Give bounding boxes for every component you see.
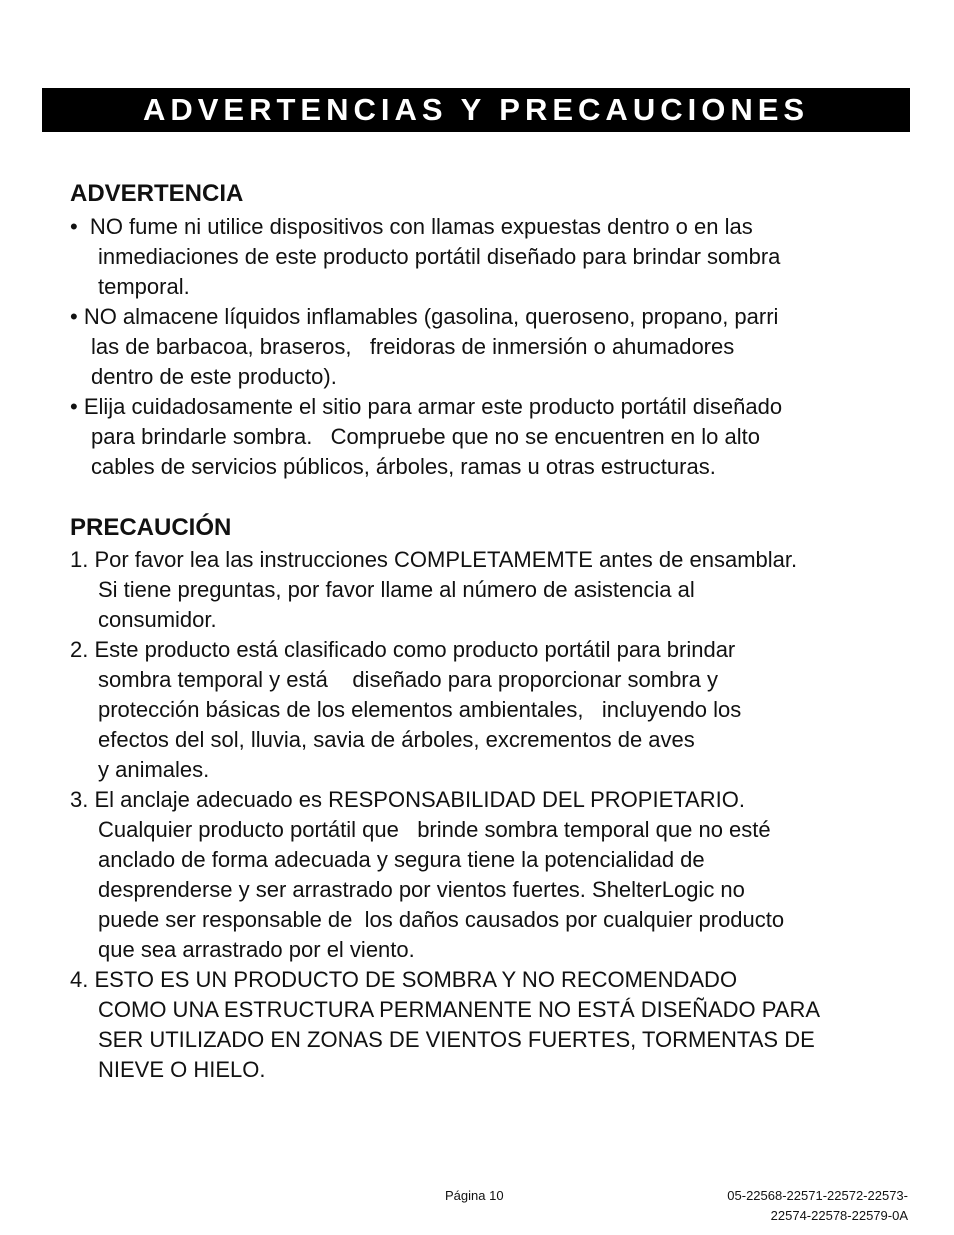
caution-line: consumidor. [98, 607, 217, 632]
caution-line: anclado de forma adecuada y segura tiene la potencialidad de [98, 847, 705, 872]
caution-line: 1. Por favor lea las instrucciones COMPLETAMEMTE antes de ensamblar. [70, 547, 798, 572]
warning-line: dentro de este producto). [91, 364, 337, 389]
document-code-line-2: 22574-22578-22579-0A [770, 1208, 908, 1223]
warning-line: para brindarle sombra. Compruebe que no se encuentren en lo alto [91, 424, 760, 449]
caution-line: puede ser responsable de los daños causados por cualquier producto [98, 907, 785, 932]
warning-line: las de barbacoa, braseros, freidoras de inmersión o ahumadores [91, 334, 735, 359]
page-number: Página 10 [445, 1188, 504, 1203]
warning-line: cables de servicios públicos, árboles, ramas u otras estructuras. [91, 454, 716, 479]
caution-line: SER UTILIZADO EN ZONAS DE VIENTOS FUERTES, TORMENTAS DE [98, 1027, 815, 1052]
warning-line: • NO almacene líquidos inflamables (gasolina, queroseno, propano, parri [70, 304, 779, 329]
caution-line: 4. ESTO ES UN PRODUCTO DE SOMBRA Y NO RECOMENDADO [70, 967, 738, 992]
caution-line: que sea arrastrado por el viento. [98, 937, 415, 962]
caution-line: Si tiene preguntas, por favor llame al número de asistencia al [98, 577, 695, 602]
caution-line: sombra temporal y está diseñado para proporcionar sombra y [98, 667, 718, 692]
caution-line: COMO UNA ESTRUCTURA PERMANENTE NO ESTÁ DISEÑADO PARA [98, 997, 821, 1022]
caution-line: protección básicas de los elementos ambientales, incluyendo los [98, 697, 742, 722]
warning-line: • NO fume ni utilice dispositivos con llamas expuestas dentro o en las [70, 214, 753, 239]
warning-line: temporal. [98, 274, 190, 299]
caution-line: efectos del sol, lluvia, savia de árboles, excrementos de aves [98, 727, 695, 752]
title-banner [42, 88, 910, 132]
page-title: ADVERTENCIAS Y PRECAUCIONES [142, 92, 810, 127]
caution-heading: PRECAUCIÓN [70, 514, 232, 541]
caution-line: 3. El anclaje adecuado es RESPONSABILIDAD DEL PROPIETARIO. [70, 787, 745, 812]
warning-line: inmediaciones de este producto portátil diseñado para brindar sombra [98, 244, 781, 269]
caution-line: NIEVE O HIELO. [98, 1057, 266, 1082]
warning-line: • Elija cuidadosamente el sitio para armar este producto portátil diseñado [70, 394, 783, 419]
document-code-line-1: 05-22568-22571-22572-22573- [727, 1188, 908, 1203]
caution-line: desprenderse y ser arrastrado por vientos fuertes. ShelterLogic no [98, 877, 745, 902]
warning-heading: ADVERTENCIA [70, 180, 244, 207]
caution-line: y animales. [98, 757, 210, 782]
caution-line: Cualquier producto portátil que brinde sombra temporal que no esté [98, 817, 771, 842]
caution-line: 2. Este producto está clasificado como producto portátil para brindar [70, 637, 736, 662]
